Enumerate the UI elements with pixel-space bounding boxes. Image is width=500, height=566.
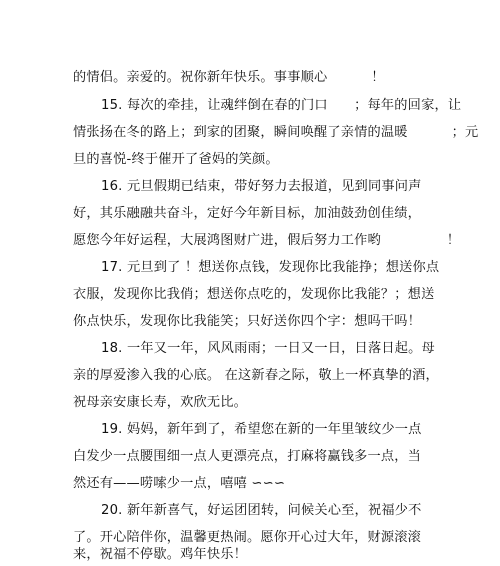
text-line: 17. 元旦到了 ！想送你点钱，发现你比我能挣；想送你点 xyxy=(101,260,440,275)
text-line: 愿您今年好运程，大展鸿图财广进，假后努力工作哟 ！ xyxy=(73,233,461,248)
text-line: 白发少一点腰围细一点人更漂亮点，打麻将赢钱多一点，当 xyxy=(73,449,422,464)
text-line: 来，祝福不停歇。鸡年快乐！ xyxy=(73,547,248,562)
text-line: 亲的厚爱渗入我的心底。 在这新春之际，敬上一杯真挚的酒， xyxy=(73,368,439,383)
text-line: 19. 妈妈，新年到了，希望您在新的一年里皱纹少一点 xyxy=(101,422,422,437)
text-line: 你点快乐，发现你比我能笑；只好送你四个字：想吗干吗！ xyxy=(73,314,422,329)
text-line: 16. 元旦假期已结束，带好努力去报道，见到同事问声 xyxy=(101,179,422,194)
text-line: 祝母亲安康长寿，欢欣无比。 xyxy=(73,395,248,410)
text-line: 旦的喜悦-终于催开了爸妈的笑颜。 xyxy=(73,152,279,167)
text-line: 然还有——唠嗦少一点，嘻嘻 ∽∽∽ xyxy=(73,476,286,491)
text-line: 20. 新年新喜气，好运团团转，问候关心至，祝福少不 xyxy=(101,503,422,518)
text-line: 18. 一年又一年，风风雨雨；一日又一日，日落日起。母 xyxy=(101,341,435,356)
text-line: 好，其乐融融共奋斗，定好今年新目标，加油鼓劲创佳绩， xyxy=(73,206,422,221)
text-line: 了。开心陪伴你，温馨更热闹。愿你开心过大年，财源滚滚 xyxy=(73,530,422,545)
text-line: 的情侣。亲爱的。祝你新年快乐。事事顺心 ！ xyxy=(73,70,385,85)
text-line: 衣服，发现你比我俏；想送你点吃的，发现你比我能？；想送 xyxy=(73,287,435,302)
text-line: 情张扬在冬的路上；到家的团聚，瞬间唤醒了亲情的温暖 ；元 xyxy=(73,125,479,140)
text-line: 15. 每次的牵挂，让魂绊倒在春的门口 ；每年的回家，让 xyxy=(101,98,462,113)
